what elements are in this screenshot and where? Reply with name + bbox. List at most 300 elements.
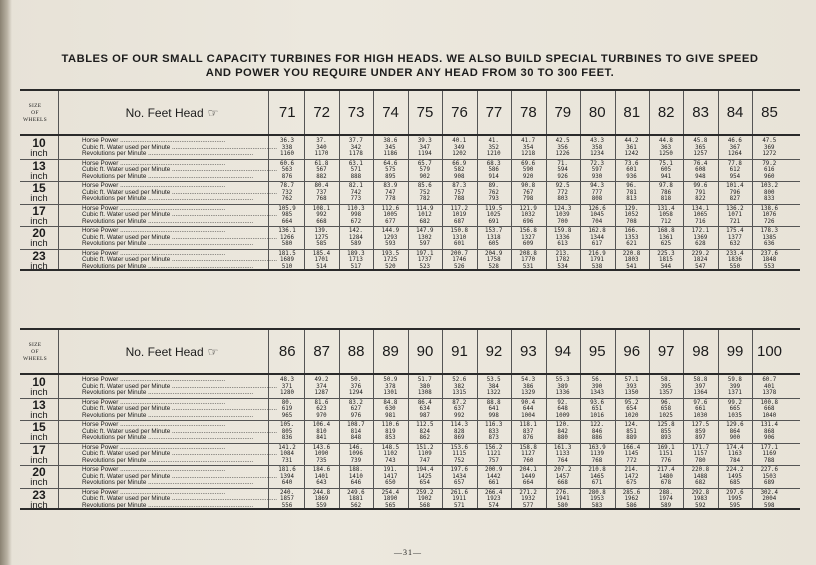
table-cell: 129.	[624, 205, 639, 212]
row-label-text: Revolutions per Minute	[82, 240, 147, 248]
table-cell: 1170	[314, 151, 329, 158]
head-feet-95: 95	[588, 343, 606, 360]
table-cell: 786	[660, 189, 672, 196]
table-cell: 562	[350, 502, 362, 509]
table-cell: 617	[591, 241, 603, 248]
row-label-revolutions: Revolutions per Minute ............................................................	[82, 479, 254, 487]
table-cell: 768	[591, 457, 603, 464]
table-cell: 349	[454, 144, 465, 151]
table-cell: 864	[729, 428, 741, 435]
table-cell: 380	[419, 383, 431, 390]
wheel-size-unit: inch	[30, 409, 48, 421]
row-label-text: Horse Power	[82, 227, 119, 234]
table-cell: 650	[385, 480, 396, 487]
feet-head-label	[82, 330, 262, 373]
table-cell: 778	[385, 196, 396, 203]
table-cell: 146.	[348, 444, 363, 451]
size-label-word: SIZE	[28, 103, 42, 109]
table-cell: 1350	[624, 390, 639, 397]
table-cell: 590	[522, 167, 534, 174]
table-cell: 757	[488, 457, 499, 464]
table-cell: 1169	[762, 451, 777, 458]
row-label-text: Revolutions per Minute	[82, 217, 147, 225]
table-cell: 677	[385, 218, 396, 225]
table-cell: 1084	[280, 451, 294, 458]
table-cell: 1025	[658, 412, 673, 419]
table-cell: 948	[695, 173, 706, 180]
table-cell: 1713	[348, 257, 363, 264]
wheel-size-number: 17	[32, 442, 46, 457]
table-cell: 882	[316, 173, 327, 180]
table-cell: 743	[385, 457, 396, 464]
table-cell: 1701	[314, 257, 329, 264]
row-label-text: Revolutions per Minute	[82, 501, 147, 509]
table-cell: 726	[764, 218, 775, 225]
table-cell: 528	[488, 263, 499, 270]
table-cell: 101.4	[726, 183, 744, 189]
table-cell: 671	[591, 480, 603, 487]
table-cell: 96.	[626, 183, 637, 189]
table-cell: 1336	[555, 390, 570, 397]
table-cell: 207.2	[553, 467, 572, 473]
table-cell: 41.	[488, 138, 499, 144]
table-cell: 87.3	[452, 183, 467, 189]
table-cell: 747	[419, 457, 431, 464]
table-cell: 58.8	[693, 377, 708, 383]
table-cell: 523	[419, 263, 431, 270]
table-cell: 43.3	[590, 138, 605, 144]
table-cell: 136.2	[726, 205, 744, 212]
column-divider	[58, 91, 59, 269]
table-cell: 637	[454, 406, 465, 413]
table-cell: 48.3	[280, 377, 294, 383]
table-cell: 216.9	[588, 250, 606, 257]
table-cell: 859	[695, 428, 706, 435]
head-feet-87: 87	[313, 343, 330, 360]
table-cell: 39.3	[417, 138, 432, 144]
table-cell: 1272	[762, 151, 777, 158]
table-cell: 175.4	[726, 228, 744, 234]
table-cell: 1836	[727, 257, 742, 264]
row-label-text: Revolutions per Minute	[82, 411, 147, 419]
wheel-size-15	[20, 421, 58, 443]
table-cell: 114.3	[450, 422, 468, 428]
table-cell: 178.3	[760, 228, 779, 234]
table-cell: 45.8	[693, 138, 708, 144]
table-cell: 356	[557, 144, 568, 151]
wheel-size-number: 20	[32, 226, 46, 240]
table-cell: 89.	[488, 183, 499, 189]
row-label-cubic-feet-water: Cubic ft. Water used per Minute ............................................................	[82, 256, 278, 264]
table-cell: 280.8	[588, 489, 606, 496]
table-cell: 193.5	[381, 250, 400, 257]
table-cell: 374	[316, 383, 327, 390]
table-cell: 158.8	[519, 444, 537, 451]
table-cell: 338	[281, 144, 293, 151]
table-cell: 1848	[762, 257, 777, 264]
table-cell: 96.	[660, 399, 672, 406]
table-cell: 836	[281, 435, 293, 442]
head-feet-81: 81	[623, 104, 641, 121]
table-cell: 288.	[658, 489, 673, 496]
table-cell: 1344	[590, 234, 605, 241]
table-cell: 131.4	[657, 205, 675, 212]
table-cell: 526	[454, 263, 465, 270]
table-cell: 210.8	[588, 467, 606, 473]
table-cell: 1287	[314, 390, 329, 397]
table-cell: 813	[626, 196, 637, 203]
size-label-word: WHEELS	[22, 356, 48, 362]
table-cell: 121.9	[519, 205, 537, 212]
table-cell: 72.3	[590, 160, 605, 167]
table-cell: 1160	[280, 151, 294, 158]
row-label-horse-power: Horse Power ............................................................	[82, 204, 226, 212]
head-feet-82: 82	[657, 104, 675, 121]
table-cell: 108.7	[347, 422, 365, 428]
row-label-revolutions: Revolutions per Minute ............................................................	[82, 411, 254, 419]
table-cell: 156.8	[519, 228, 537, 234]
wheel-size-unit: inch	[30, 215, 48, 227]
table-cell: 224.2	[726, 467, 744, 473]
column-divider	[268, 91, 269, 269]
table-cell: 772	[557, 189, 568, 196]
table-cell: 1163	[727, 451, 742, 458]
table-cell: 696	[522, 218, 534, 225]
table-cell: 131.4	[760, 422, 779, 428]
table-cell: 735	[316, 457, 327, 464]
table-cell: 609	[522, 241, 534, 248]
table-cell: 42.5	[555, 138, 570, 144]
row-label-text: Horse Power	[82, 204, 119, 212]
table-cell: 393	[626, 383, 637, 390]
table-cell: 788	[454, 196, 465, 203]
table-cell: 954	[729, 173, 741, 180]
head-feet-71: 71	[278, 104, 296, 121]
table-cell: 868	[764, 428, 775, 435]
table-cell: 1371	[727, 390, 742, 397]
table-cell: 197.6	[450, 467, 468, 473]
table-cell: 124.	[624, 422, 639, 428]
row-label-text: Horse Power	[82, 249, 119, 257]
table-cell: 376	[350, 383, 362, 390]
table-cell: 40.1	[452, 138, 467, 144]
table-cell: 589	[350, 241, 362, 248]
head-feet-73: 73	[347, 104, 365, 121]
table-cell: 658	[660, 406, 672, 413]
table-cell: 608	[695, 167, 706, 174]
size-label-word: SIZE	[28, 342, 42, 348]
table-cell: 920	[522, 173, 534, 180]
table-cell: 1353	[624, 234, 639, 241]
table-cell: 1449	[521, 473, 536, 480]
table-cell: 1465	[590, 473, 605, 480]
table-cell: 1932	[521, 496, 536, 503]
table-cell: 44.8	[658, 138, 673, 144]
table-cell: 297.6	[726, 489, 744, 496]
wheel-size-20	[20, 227, 58, 249]
table-cell: 902	[419, 173, 431, 180]
table-cell: 640	[281, 480, 293, 487]
table-cell: 106.4	[312, 422, 331, 428]
table-cell: 941	[660, 173, 672, 180]
table-cell: 110.6	[381, 422, 400, 428]
table-cell: 668	[316, 218, 327, 225]
table-cell: 1045	[590, 212, 605, 219]
table-cell: 623	[316, 406, 327, 413]
row-label-text: Cubic ft. Water used per Minute	[82, 427, 171, 435]
table-cell: 580	[281, 241, 293, 248]
table-cell: 553	[764, 263, 775, 270]
table-cell: 390	[591, 383, 603, 390]
table-cell: 138.6	[760, 205, 779, 212]
wheel-size-10	[20, 137, 58, 159]
table-cell: 105.	[280, 422, 294, 428]
head-feet-89: 89	[382, 343, 399, 360]
table-cell: 95.2	[624, 399, 639, 406]
table-cell: 803	[557, 196, 568, 203]
table-cell: 579	[419, 167, 431, 174]
column-divider	[268, 330, 269, 508]
table-cell: 76.4	[693, 160, 708, 167]
row-label-revolutions: Revolutions per Minute ............................................................	[82, 501, 254, 509]
table-cell: 716	[695, 218, 706, 225]
table-cell: 960	[764, 173, 775, 180]
table-cell: 1329	[521, 390, 536, 397]
table-cell: 1923	[486, 496, 501, 503]
table-cell: 814	[350, 428, 362, 435]
table-cell: 593	[385, 241, 396, 248]
wheel-size-unit: inch	[30, 454, 48, 466]
row-label-cubic-feet-water: Cubic ft. Water used per Minute ............................................................	[82, 211, 278, 219]
table-cell: 1737	[417, 257, 432, 264]
feet-head-text: No. Feet Head	[125, 344, 204, 359]
table-cell: 664	[281, 218, 293, 225]
table-cell: 1234	[590, 151, 605, 158]
row-label-revolutions: Revolutions per Minute ............................................................	[82, 172, 254, 180]
table-cell: 574	[488, 502, 499, 509]
table-cell: 547	[695, 263, 706, 270]
table-cell: 567	[316, 167, 327, 174]
table-cell: 1770	[521, 257, 536, 264]
table-cell: 731	[281, 457, 293, 464]
row-label-cubic-feet-water: Cubic ft. Water used per Minute ............................................................	[82, 450, 278, 458]
table-cell: 793	[488, 196, 499, 203]
table-cell: 1071	[727, 212, 742, 219]
table-cell: 208.8	[519, 250, 537, 257]
page-binding-shadow	[0, 0, 12, 565]
wheel-size-17	[20, 444, 58, 466]
table-cell: 636	[764, 241, 775, 248]
header-divider	[20, 134, 800, 136]
wheel-size-10	[20, 376, 58, 398]
table-cell: 99.2	[727, 399, 742, 406]
size-label-word: OF	[31, 349, 39, 355]
table-cell: 80.4	[314, 183, 329, 189]
table-cell: 220.8	[691, 467, 710, 473]
table-cell: 108.1	[312, 205, 331, 212]
table-cell: 191.	[383, 467, 398, 473]
table-cell: 1186	[383, 151, 398, 158]
table-cell: 200.9	[484, 467, 503, 473]
table-cell: 285.6	[622, 489, 641, 496]
table-cell: 345	[385, 144, 396, 151]
table-cell: 654	[419, 480, 431, 487]
table-cell: 1327	[521, 234, 536, 241]
table-cell: 60.7	[762, 377, 777, 383]
row-label-revolutions: Revolutions per Minute ............................................................	[82, 195, 254, 203]
table-cell: 116.3	[484, 422, 503, 428]
table-cell: 240.	[280, 489, 294, 496]
table-cell: 1096	[348, 451, 363, 458]
wheel-size-unit: inch	[30, 193, 48, 204]
table-cell: 981	[385, 412, 396, 419]
table-cell: 855	[660, 428, 672, 435]
table-cell: 127.5	[691, 422, 710, 428]
table-cell: 1336	[555, 234, 570, 241]
table-cell: 827	[729, 196, 741, 203]
table-cell: 583	[591, 502, 603, 509]
table-cell: 788	[764, 457, 775, 464]
table-cell: 531	[522, 263, 534, 270]
table-cell: 685	[729, 480, 741, 487]
table-cell: 1178	[348, 151, 363, 158]
table-cell: 853	[385, 435, 396, 442]
head-feet-72: 72	[313, 104, 330, 121]
table-cell: 965	[281, 412, 293, 419]
table-cell: 747	[385, 189, 396, 196]
heading-line-1: TABLES OF OUR SMALL CAPACITY TURBINES FOR HIGH HEADS. WE ALSO BUILD SPECIAL TURBINES TO GIVE SPEED	[61, 53, 759, 65]
table-cell: 184.6	[312, 467, 331, 473]
table-cell: 833	[488, 428, 499, 435]
table-cell: 85.6	[417, 183, 432, 189]
table-cell: 895	[385, 173, 396, 180]
table-cell: 1357	[658, 390, 673, 397]
table-cell: 105.9	[278, 205, 296, 212]
table-cell: 65.7	[417, 160, 432, 167]
table-cell: 1264	[727, 151, 742, 158]
table-cell: 172.1	[691, 228, 710, 234]
table-cell: 94.3	[590, 183, 605, 189]
table-cell: 147.9	[416, 228, 434, 234]
table-cell: 571	[350, 167, 362, 174]
row-label-horse-power: Horse Power ............................................................	[82, 159, 226, 167]
page-number: —31—	[394, 548, 422, 557]
size-label-word: WHEELS	[22, 117, 48, 123]
table-cell: 1025	[486, 212, 501, 219]
table-cell: 648	[557, 406, 568, 413]
table-cell: 1995	[727, 496, 742, 503]
table-cell: 791	[695, 189, 706, 196]
table-cell: 88.8	[486, 399, 501, 406]
table-cell: 781	[626, 189, 637, 196]
row-label-text: Horse Power	[82, 182, 119, 189]
head-feet-97: 97	[657, 343, 675, 360]
row-label-revolutions: Revolutions per Minute ............................................................	[82, 262, 254, 270]
table-cell: 77.8	[727, 160, 742, 167]
table-cell: 229.2	[691, 250, 710, 257]
table-cell: 776	[660, 457, 672, 464]
wheel-size-number: 10	[32, 136, 46, 150]
table-cell: 1052	[624, 212, 639, 219]
row-label-text: Cubic ft. Water used per Minute	[82, 256, 171, 264]
table-cell: 824	[419, 428, 431, 435]
wheel-size-unit: inch	[30, 170, 48, 182]
wheel-size-number: 10	[32, 375, 46, 389]
table-cell: 833	[764, 196, 775, 203]
table-cell: 213.	[555, 250, 570, 257]
table-cell: 605	[488, 241, 499, 248]
table-cell: 363	[660, 144, 672, 151]
table-cell: 53.5	[486, 377, 501, 383]
table-cell: 156.2	[484, 444, 503, 451]
table-cell: 550	[729, 263, 741, 270]
table-cell: 369	[764, 144, 775, 151]
table-cell: 1127	[521, 451, 536, 458]
table-cell: 739	[350, 457, 362, 464]
table-cell: 1434	[452, 473, 467, 480]
row-label-revolutions: Revolutions per Minute ............................................................	[82, 150, 254, 158]
table-cell: 395	[660, 383, 672, 390]
table-cell: 541	[626, 263, 637, 270]
table-cell: 342	[350, 144, 362, 151]
wheel-size-number: 13	[32, 158, 46, 173]
wheel-size-13	[20, 399, 58, 421]
table-cell: 1302	[417, 234, 432, 241]
table-cell: 71.	[557, 160, 568, 167]
table-cell: 805	[281, 428, 293, 435]
table-cell: 998	[488, 412, 499, 419]
table-cell: 772	[626, 457, 637, 464]
row-label-text: Cubic ft. Water used per Minute	[82, 450, 171, 458]
row-label-text: Cubic ft. Water used per Minute	[82, 495, 171, 503]
head-feet-83: 83	[692, 104, 709, 121]
wheel-size-unit: inch	[30, 387, 48, 398]
table-cell: 1495	[727, 473, 742, 480]
table-cell: 651	[591, 406, 603, 413]
table-cell: 1004	[521, 412, 536, 419]
table-cell: 661	[695, 406, 706, 413]
row-label-horse-power: Horse Power ............................................................	[82, 376, 226, 383]
row-label-text: Cubic ft. Water used per Minute	[82, 166, 171, 174]
wheel-size-13	[20, 160, 58, 182]
table-cell: 56.	[591, 377, 603, 383]
table-cell: 136.1	[278, 228, 296, 234]
table-cell: 1361	[658, 234, 673, 241]
table-cell: 732	[281, 189, 293, 196]
table-cell: 828	[454, 428, 465, 435]
table-cell: 1410	[348, 473, 363, 480]
head-feet-77: 77	[485, 104, 503, 121]
table-cell: 1266	[280, 234, 294, 241]
head-feet-85: 85	[761, 104, 778, 121]
table-cell: 79.2	[762, 160, 777, 167]
table-cell: 169.1	[657, 444, 675, 451]
table-cell: 1782	[555, 257, 570, 264]
table-cell: 888	[350, 173, 362, 180]
table-cell: 60.6	[280, 160, 294, 167]
table-cell: 987	[419, 412, 431, 419]
table-cell: 616	[764, 167, 775, 174]
page-heading	[20, 52, 800, 80]
table-cell: 632	[729, 241, 741, 248]
table-cell: 708	[626, 218, 637, 225]
table-cell: 1953	[590, 496, 605, 503]
head-feet-86: 86	[278, 343, 296, 360]
row-label-text: Revolutions per Minute	[82, 195, 147, 203]
row-label-text: Horse Power	[82, 488, 119, 496]
table-cell: 174.4	[726, 444, 744, 451]
table-cell: 384	[488, 383, 499, 390]
